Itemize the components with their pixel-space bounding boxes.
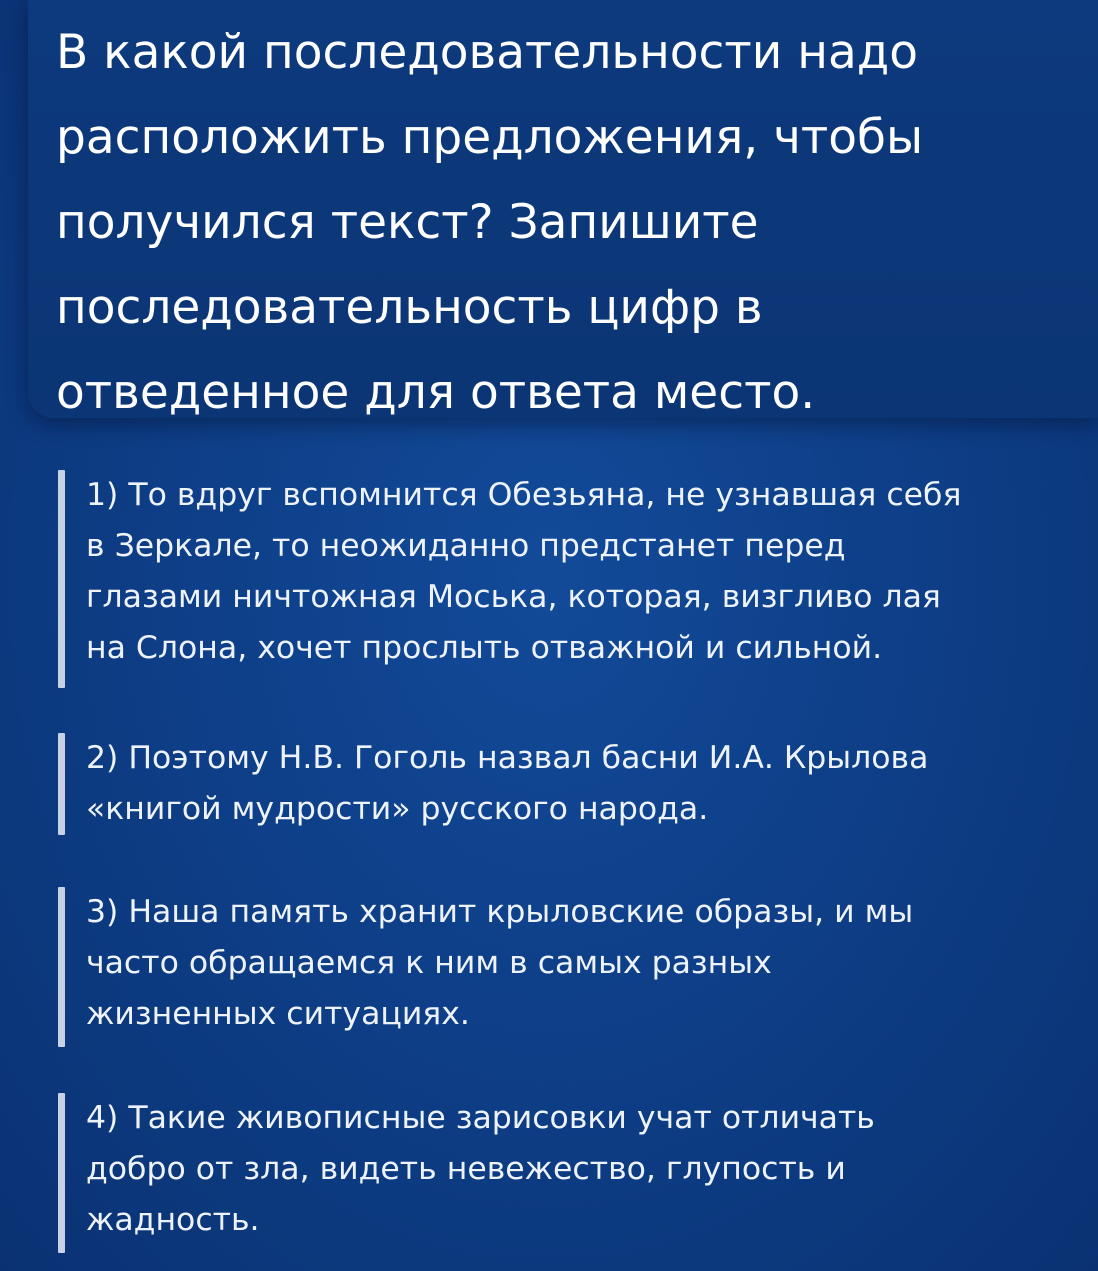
- sentence-text: [86, 470, 1098, 674]
- question-line: В какой последовательности надо: [56, 25, 919, 80]
- question-card: [28, 0, 1098, 418]
- question-line: расположить предложения, чтобы: [56, 110, 924, 165]
- quote-bar: [58, 887, 65, 1047]
- sentence-line: часто обращаемся к ним в самых разных: [86, 945, 772, 981]
- sentence-line: в Зеркале, то неожиданно предстанет перед: [86, 528, 846, 564]
- sentence-item-2: [58, 733, 1098, 835]
- question-line: отведенное для ответа место.: [56, 365, 816, 420]
- sentence-line: 1) То вдруг вспомнится Обезьяна, не узнавшая себя: [86, 477, 962, 513]
- sentence-item-3: [58, 887, 1098, 1047]
- sentence-item-4: [58, 1093, 1098, 1253]
- sentence-text: [86, 1093, 1098, 1246]
- sentence-line: на Слона, хочет прослыть отважной и сильной.: [86, 630, 883, 666]
- sentence-line: добро от зла, видеть невежество, глупость и: [86, 1151, 846, 1187]
- sentence-line: 2) Поэтому Н.В. Гоголь назвал басни И.А. Крылова: [86, 740, 929, 776]
- quote-bar: [58, 1093, 65, 1253]
- sentence-line: жадность.: [86, 1202, 260, 1238]
- sentence-line: жизненных ситуациях.: [86, 996, 470, 1032]
- question-text: [56, 10, 1096, 435]
- quote-bar: [58, 733, 65, 835]
- question-line: последовательность цифр в: [56, 280, 763, 335]
- sentence-line: «книгой мудрости» русского народа.: [86, 791, 709, 827]
- sentence-item-1: [58, 470, 1098, 688]
- sentence-text: [86, 733, 1098, 835]
- sentence-line: глазами ничтожная Моська, которая, визгливо лая: [86, 579, 941, 615]
- sentence-line: 3) Наша память хранит крыловские образы, и мы: [86, 894, 914, 930]
- question-line: получился текст? Запишите: [56, 195, 759, 250]
- sentence-line: 4) Такие живописные зарисовки учат отличать: [86, 1100, 875, 1136]
- quote-bar: [58, 470, 65, 688]
- sentence-text: [86, 887, 1098, 1040]
